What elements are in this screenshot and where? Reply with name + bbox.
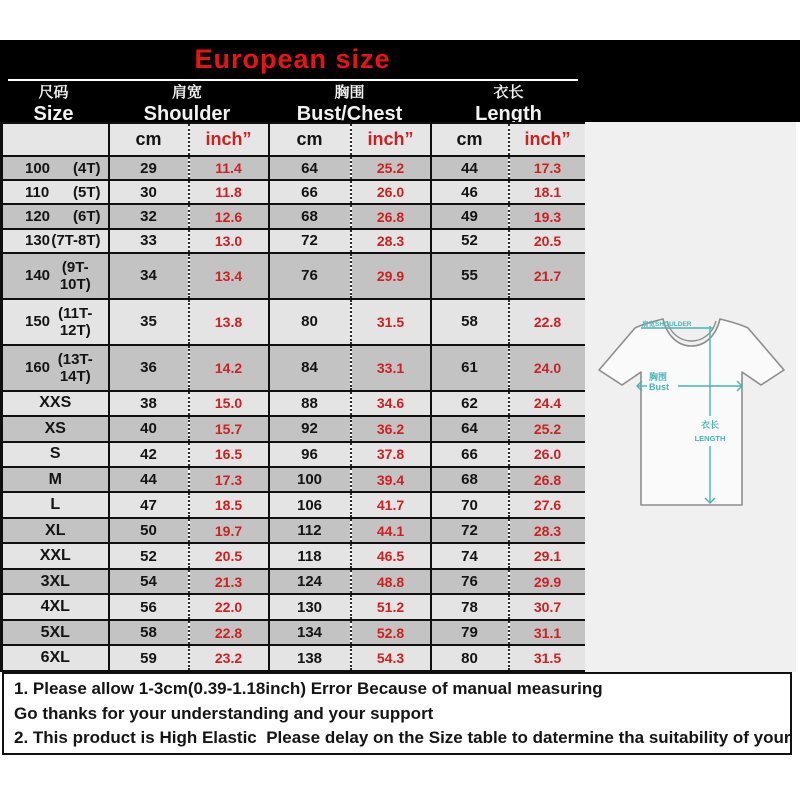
size-cell (2, 594, 109, 619)
size-fit-label: (6T) (73, 208, 101, 226)
inch-value: 18.5 (189, 492, 269, 517)
inch-value: 26.0 (351, 180, 431, 204)
size-cell (2, 645, 109, 671)
inch-value: 54.3 (351, 645, 431, 671)
inch-value: 19.3 (509, 204, 587, 228)
inch-value: 20.5 (509, 229, 587, 253)
size-label: 4XL (40, 598, 70, 616)
cm-value: 54 (109, 569, 189, 594)
table-row (2, 543, 587, 568)
cm-value: 61 (431, 345, 509, 391)
unit-cm-label: cm (109, 123, 189, 156)
inch-value: 24.0 (509, 345, 587, 391)
size-cell (2, 253, 109, 299)
inch-value: 41.7 (351, 492, 431, 517)
inch-value: 33.1 (351, 345, 431, 391)
cm-value: 80 (431, 645, 509, 671)
cm-value: 58 (109, 620, 189, 645)
inch-value: 34.6 (351, 391, 431, 416)
size-label: 110 (25, 183, 50, 201)
cm-value: 78 (431, 594, 509, 619)
cm-value: 29 (109, 156, 189, 180)
cm-value: 68 (269, 204, 351, 228)
cm-value: 72 (269, 229, 351, 253)
size-label: 130 (25, 232, 51, 250)
cm-value: 52 (431, 229, 509, 253)
inch-value: 17.3 (189, 467, 269, 492)
cm-value: 66 (269, 180, 351, 204)
cm-value: 38 (109, 391, 189, 416)
inch-value: 24.4 (509, 391, 587, 416)
inch-value: 31.5 (509, 645, 587, 671)
cm-value: 92 (269, 416, 351, 441)
cm-value: 47 (109, 492, 189, 517)
inch-value: 48.8 (351, 569, 431, 594)
cm-value: 56 (109, 594, 189, 619)
cm-value: 58 (431, 299, 509, 345)
inch-value: 28.3 (351, 229, 431, 253)
inch-value: 23.2 (189, 645, 269, 671)
table-row (2, 180, 587, 204)
size-cell (2, 416, 109, 441)
size-cell (2, 204, 109, 228)
table-row (2, 229, 587, 253)
inch-value: 22.0 (189, 594, 269, 619)
table-row (2, 253, 587, 299)
cm-value: 76 (431, 569, 509, 594)
size-cell (2, 467, 109, 492)
cm-value: 74 (431, 543, 509, 568)
inch-value: 51.2 (351, 594, 431, 619)
cm-value: 70 (431, 492, 509, 517)
inch-value: 25.2 (509, 416, 587, 441)
size-cell (2, 345, 109, 391)
inch-value: 13.8 (189, 299, 269, 345)
cm-value: 42 (109, 442, 189, 467)
shoulder-label: 肩宽SHOULDER (642, 321, 692, 328)
column-header-zh: 衣长 (493, 84, 524, 101)
length-label-en: LENGTH (694, 434, 726, 443)
size-cell (2, 620, 109, 645)
cm-value: 66 (431, 442, 509, 467)
length-label-zh: 衣长 (700, 420, 720, 430)
inch-value: 22.8 (189, 620, 269, 645)
inch-value: 16.5 (189, 442, 269, 467)
column-header-en: Size (33, 103, 74, 125)
size-fit-label: (4T) (73, 159, 101, 177)
table-row (2, 492, 587, 517)
column-header-bust-chest (267, 82, 432, 124)
size-label: XXL (39, 547, 71, 565)
inch-value: 15.7 (189, 416, 269, 441)
size-fit-label: (11T-12T) (58, 304, 93, 339)
bust-label-zh: 胸围 (649, 372, 668, 382)
cm-value: 72 (431, 518, 509, 543)
size-label: 150 (25, 313, 51, 331)
inch-value: 26.0 (509, 442, 587, 467)
cm-value: 36 (109, 345, 189, 391)
size-cell (2, 492, 109, 517)
column-header-en: Bust/Chest (296, 103, 403, 125)
size-cell (2, 569, 109, 594)
size-label: M (48, 470, 62, 488)
cm-value: 68 (431, 467, 509, 492)
inch-value: 25.2 (351, 156, 431, 180)
inch-value: 13.4 (189, 253, 269, 299)
inch-value: 31.5 (351, 299, 431, 345)
inch-value: 17.3 (509, 156, 587, 180)
inch-value: 18.1 (509, 180, 587, 204)
cm-value: 50 (109, 518, 189, 543)
cm-value: 88 (269, 391, 351, 416)
table-row (2, 620, 587, 645)
page-title: European size (194, 44, 391, 74)
table-row (2, 345, 587, 391)
size-label: S (49, 445, 61, 463)
table-row (2, 416, 587, 441)
cm-value: 134 (269, 620, 351, 645)
cm-value: 44 (109, 467, 189, 492)
cm-value: 100 (269, 467, 351, 492)
cm-value: 118 (269, 543, 351, 568)
note-measuring-error: 1. Please allow 1-3cm(0.39-1.18inch) Error Because of manual measuring (14, 678, 603, 698)
bust-label-en: Bust (649, 382, 669, 392)
cm-value: 30 (109, 180, 189, 204)
cm-value: 79 (431, 620, 509, 645)
inch-value: 11.8 (189, 180, 269, 204)
inch-value: 52.8 (351, 620, 431, 645)
column-header-zh: 胸围 (334, 84, 365, 101)
table-row (2, 518, 587, 543)
column-header-shoulder (107, 82, 267, 124)
cm-value: 84 (269, 345, 351, 391)
cm-value: 62 (431, 391, 509, 416)
size-fit-label: (13T-14T) (57, 350, 93, 385)
unit-row (2, 123, 587, 156)
table-row (2, 594, 587, 619)
cm-value: 32 (109, 204, 189, 228)
size-cell (2, 299, 109, 345)
table-row (2, 569, 587, 594)
inch-value: 19.7 (189, 518, 269, 543)
size-cell (2, 518, 109, 543)
inch-value: 21.7 (509, 253, 587, 299)
tshirt-outline-shape (599, 319, 784, 505)
column-header-zh: 肩宽 (171, 84, 202, 101)
cm-value: 138 (269, 645, 351, 671)
inch-value: 26.8 (351, 204, 431, 228)
cm-value: 52 (109, 543, 189, 568)
size-label: XL (45, 521, 66, 539)
cm-value: 46 (431, 180, 509, 204)
size-cell (2, 180, 109, 204)
size-fit-label: (7T-8T) (51, 232, 101, 250)
size-label: 6XL (40, 649, 70, 667)
cm-value: 64 (431, 416, 509, 441)
inch-value: 29.9 (351, 253, 431, 299)
note-high-elastic: 2. This product is High Elastic Please delay on the Size table to datermine tha suitability of your (14, 728, 791, 748)
cm-value: 76 (269, 253, 351, 299)
note-thanks: Go thanks for your understanding and your support (14, 703, 434, 723)
inch-value: 28.3 (509, 518, 587, 543)
inch-value: 36.2 (351, 416, 431, 441)
unit-empty-cell (2, 123, 109, 156)
inch-value: 27.6 (509, 492, 587, 517)
unit-cm-label: cm (269, 123, 351, 156)
table-row (2, 156, 587, 180)
inch-value: 31.1 (509, 620, 587, 645)
size-fit-label: (9T-10T) (59, 258, 91, 293)
cm-value: 96 (269, 442, 351, 467)
inch-value: 29.1 (509, 543, 587, 568)
unit-inch-label: inch” (189, 123, 269, 156)
size-label: 160 (25, 359, 51, 377)
inch-value: 22.8 (509, 299, 587, 345)
cm-value: 112 (269, 518, 351, 543)
inch-value: 14.2 (189, 345, 269, 391)
cm-value: 130 (269, 594, 351, 619)
size-label: L (50, 496, 61, 514)
cm-value: 44 (431, 156, 509, 180)
size-cell (2, 391, 109, 416)
column-header-size (0, 82, 107, 124)
size-label: 5XL (40, 623, 70, 641)
cm-value: 124 (269, 569, 351, 594)
cm-value: 40 (109, 416, 189, 441)
size-cell (2, 156, 109, 180)
table-row (2, 299, 587, 345)
inch-value: 21.3 (189, 569, 269, 594)
size-cell (2, 543, 109, 568)
cm-value: 106 (269, 492, 351, 517)
title-divider (8, 79, 578, 81)
cm-value: 55 (431, 253, 509, 299)
size-label: 3XL (40, 572, 70, 590)
unit-cm-label: cm (431, 123, 509, 156)
unit-inch-label: inch” (351, 123, 431, 156)
cm-value: 35 (109, 299, 189, 345)
cm-value: 80 (269, 299, 351, 345)
size-label: XS (44, 419, 66, 437)
cm-value: 64 (269, 156, 351, 180)
unit-inch-label: inch” (509, 123, 587, 156)
size-table (0, 122, 588, 672)
cm-value: 59 (109, 645, 189, 671)
inch-value: 46.5 (351, 543, 431, 568)
inch-value: 29.9 (509, 569, 587, 594)
tshirt-diagram (585, 122, 796, 672)
table-row (2, 204, 587, 228)
table-row (2, 391, 587, 416)
table-row (2, 645, 587, 671)
size-cell (2, 229, 109, 253)
notes-box (2, 672, 792, 755)
column-header-en: Shoulder (143, 103, 231, 125)
inch-value: 20.5 (189, 543, 269, 568)
inch-value: 11.4 (189, 156, 269, 180)
inch-value: 15.0 (189, 391, 269, 416)
inch-value: 39.4 (351, 467, 431, 492)
column-header-en: Length (475, 103, 542, 125)
inch-value: 44.1 (351, 518, 431, 543)
inch-value: 26.8 (509, 467, 587, 492)
cm-value: 34 (109, 253, 189, 299)
table-row (2, 442, 587, 467)
inch-value: 30.7 (509, 594, 587, 619)
inch-value: 12.6 (189, 204, 269, 228)
column-header-length (432, 82, 585, 124)
cm-value: 33 (109, 229, 189, 253)
size-label: 140 (25, 267, 51, 285)
size-label: 120 (25, 208, 51, 226)
table-body (2, 123, 587, 671)
size-label: 100 (25, 159, 51, 177)
inch-value: 37.8 (351, 442, 431, 467)
inch-value: 13.0 (189, 229, 269, 253)
cm-value: 49 (431, 204, 509, 228)
diagram-panel (585, 122, 796, 672)
table-row (2, 467, 587, 492)
size-label: XXS (39, 394, 72, 412)
column-header-zh: 尺码 (38, 84, 69, 101)
size-fit-label: (5T) (73, 183, 101, 201)
size-cell (2, 442, 109, 467)
